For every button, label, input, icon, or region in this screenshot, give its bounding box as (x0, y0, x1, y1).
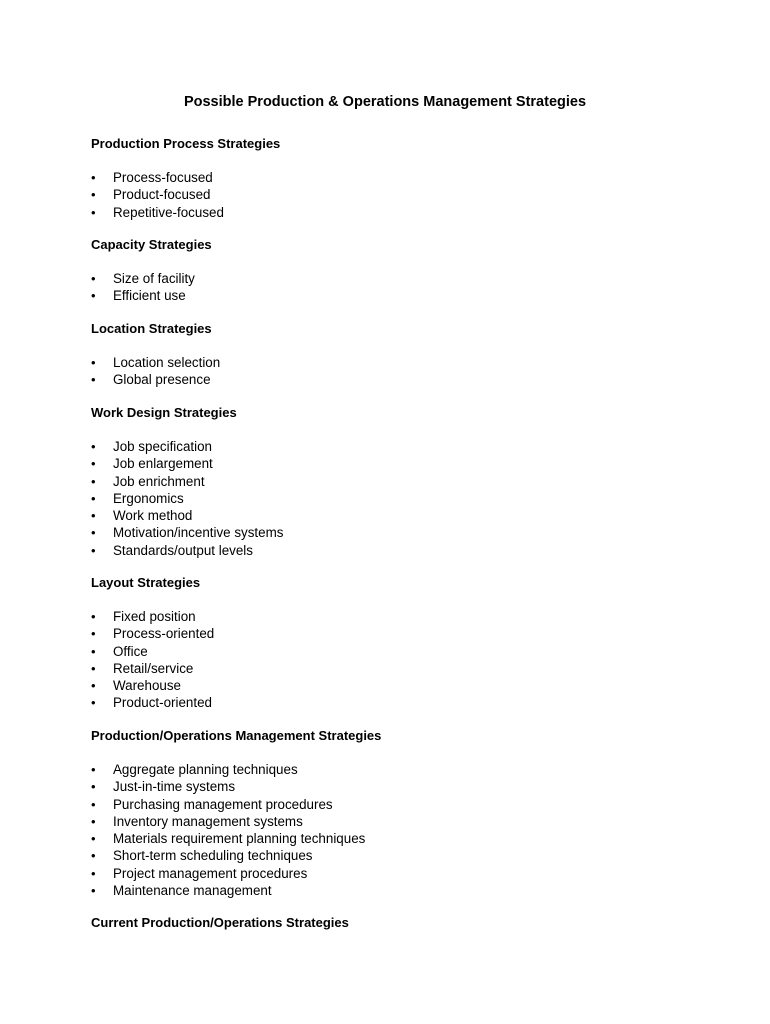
bullet-list (91, 608, 731, 712)
bullet-icon: • (91, 490, 96, 506)
bullet-icon: • (91, 542, 96, 558)
bullet-icon: • (91, 695, 96, 711)
list-item (91, 643, 731, 660)
list-item-text: Materials requirement planning techniques (113, 831, 366, 847)
bullet-icon: • (91, 187, 96, 203)
list-item (91, 524, 731, 541)
bullet-list (91, 438, 731, 559)
list-item-text: Job enlargement (113, 456, 213, 472)
bullet-icon: • (91, 372, 96, 388)
bullet-icon: • (91, 271, 96, 286)
list-item (91, 542, 731, 559)
list-item-text: Office (113, 643, 148, 659)
bullet-list (91, 169, 731, 221)
list-item-text: Warehouse (113, 678, 181, 694)
list-item-text: Process-oriented (113, 626, 215, 642)
list-item (91, 204, 731, 221)
list-item-text: Maintenance management (113, 883, 272, 899)
bullet-list (91, 270, 731, 305)
list-item (91, 438, 731, 455)
bullet-icon: • (91, 525, 96, 541)
bullet-list (91, 761, 731, 899)
list-item-text: Aggregate planning techniques (113, 762, 298, 777)
list-item-text: Ergonomics (113, 490, 184, 506)
bullet-icon: • (91, 678, 96, 694)
list-item (91, 865, 731, 882)
list-item (91, 694, 731, 711)
list-item-text: Project management procedures (113, 865, 308, 881)
section-work-design (91, 405, 731, 559)
bullet-icon: • (91, 473, 96, 489)
list-item (91, 761, 731, 778)
list-item-text: Short-term scheduling techniques (113, 848, 313, 864)
section-heading: Work Design Strategies (91, 405, 237, 420)
list-item (91, 625, 731, 642)
bullet-icon: • (91, 883, 96, 899)
list-item-text: Motivation/incentive systems (113, 525, 284, 541)
list-item-text: Inventory management systems (113, 813, 303, 829)
section-layout (91, 575, 731, 712)
bullet-icon: • (91, 456, 96, 472)
list-item (91, 354, 731, 371)
list-item-text: Location selection (113, 355, 221, 370)
section-heading: Production/Operations Management Strategies (91, 728, 382, 743)
bullet-icon: • (91, 204, 96, 220)
list-item (91, 830, 731, 847)
list-item (91, 882, 731, 899)
list-item (91, 677, 731, 694)
list-item (91, 270, 731, 287)
list-item-text: Retail/service (113, 660, 194, 676)
bullet-icon: • (91, 439, 96, 454)
bullet-icon: • (91, 170, 96, 185)
list-item-text: Global presence (113, 372, 211, 388)
list-item (91, 455, 731, 472)
list-item (91, 287, 731, 304)
list-item (91, 813, 731, 830)
list-item-text: Job specification (113, 439, 212, 454)
bullet-icon: • (91, 355, 96, 370)
list-item-text: Repetitive-focused (113, 204, 224, 220)
bullet-icon: • (91, 508, 96, 524)
bullet-icon: • (91, 288, 96, 304)
list-item-text: Work method (113, 508, 193, 524)
list-item (91, 473, 731, 490)
section-heading: Layout Strategies (91, 575, 201, 590)
bullet-icon: • (91, 831, 96, 847)
section-heading: Production Process Strategies (91, 136, 281, 151)
section-heading: Location Strategies (91, 321, 212, 336)
list-item-text: Product-oriented (113, 695, 212, 711)
section-capacity (91, 237, 731, 305)
list-item (91, 847, 731, 864)
list-item-text: Process-focused (113, 170, 213, 185)
bullet-icon: • (91, 626, 96, 642)
section-heading: Capacity Strategies (91, 237, 212, 252)
list-item-text: Purchasing management procedures (113, 796, 333, 812)
list-item-text: Size of facility (113, 271, 195, 286)
bullet-icon: • (91, 660, 96, 676)
list-item (91, 371, 731, 388)
section-current-strategies (91, 915, 731, 931)
section-location (91, 321, 731, 389)
list-item-text: Standards/output levels (113, 542, 253, 558)
section-production-operations-management (91, 728, 731, 899)
list-item (91, 507, 731, 524)
bullet-icon: • (91, 779, 96, 795)
section-production-process (91, 136, 731, 221)
list-item (91, 660, 731, 677)
bullet-icon: • (91, 865, 96, 881)
list-item-text: Fixed position (113, 609, 196, 624)
list-item-text: Just-in-time systems (113, 779, 236, 795)
list-item-text: Product-focused (113, 187, 211, 203)
bullet-icon: • (91, 643, 96, 659)
list-item (91, 608, 731, 625)
bullet-icon: • (91, 796, 96, 812)
list-item (91, 796, 731, 813)
document-title: Possible Production & Operations Management Strategies (183, 94, 587, 110)
list-item (91, 490, 731, 507)
list-item (91, 186, 731, 203)
section-heading: Current Production/Operations Strategies (91, 915, 349, 930)
bullet-icon: • (91, 848, 96, 864)
bullet-icon: • (91, 609, 96, 624)
bullet-icon: • (91, 762, 96, 777)
list-item-text: Efficient use (113, 288, 186, 304)
list-item-text: Job enrichment (113, 473, 205, 489)
bullet-list (91, 354, 731, 389)
list-item (91, 778, 731, 795)
list-item (91, 169, 731, 186)
bullet-icon: • (91, 813, 96, 829)
